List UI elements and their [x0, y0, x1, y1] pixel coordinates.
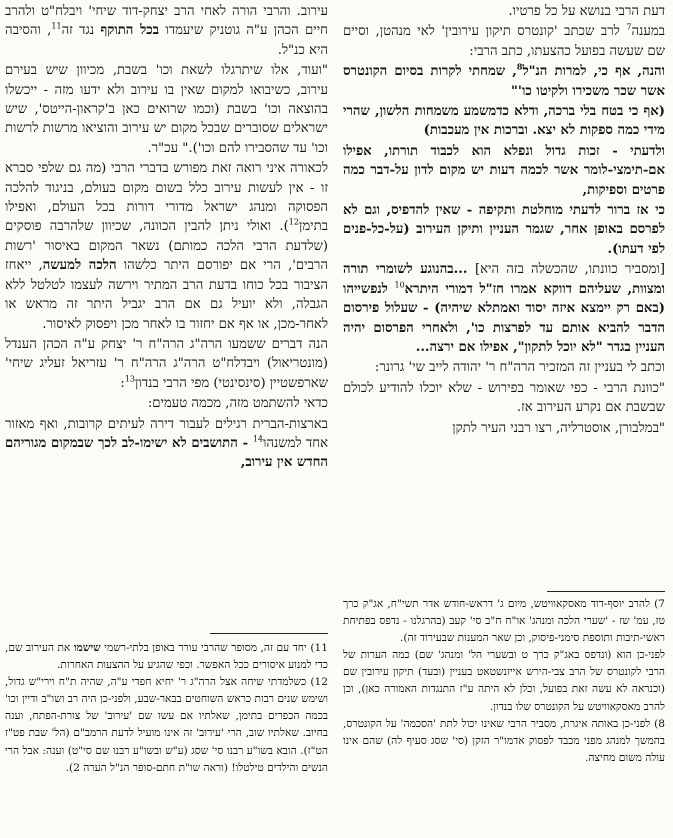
quote-paragraph: כי אז ברור לדעתי מוחלטת ותקיפה - שאין להדפיס, וגם לא לפרסם באופן אחר, שגמר העניין ותיקן העירוב (על-כל-פנים לפי דעתו).: [343, 203, 665, 257]
footnote-ref[interactable]: 10: [394, 280, 405, 290]
footnote-ref[interactable]: 8: [516, 61, 523, 72]
quote-paragraph: ולדעתי - זכות גדול ונפלא הוא לכבוד תורתו, אפילו אם-תימצי-לומר אשר לכמה דעות יש מקום לדון על-דבר כמה פרטים וספיקות,: [343, 143, 665, 198]
footnote: לפני-כן הוא (ונדפס באג"ק כרך ט ובשערי הל' ומנהג' שם) כמה הערות של הרבי לקונטרס של הרב צבי-הירש אייזנשטאט בעניין (ובעד) תיקון עירובין שם (וכנראה לא עשה זאת בפועל, וכלן לא היתה ע"ז התנגדות האמורה כאן), וכן להרב מאסקאוויטש על הקונטרס שלו בנדון.: [343, 649, 665, 713]
footnote-ref[interactable]: 11: [51, 22, 62, 32]
paragraph: כדאי להשתמט מזה, מכמה טעמים:: [147, 396, 328, 412]
footnote: 12) כשלמדתי שיחה אצל הרה"ג ר' יחיא חפדי ע"ה, שהיה ת"ח וירי"ש גדול, ושימש שנים רבות כראש השוחטים בבאר-שבע, ולפני-כן היה רב ושו"ב ודיין וכו' בכמה הכפרים בתימן, שאלתיו אם עשו שם 'עירוב' של צורת-הפתח, וענה בחיוב. שאלתיו שוב, הרי 'עירוב' זה אינו מועיל לדעת הרמב"ם (הל' שבת פט"ז הט"ז). הובא בשו"ע רבנו סי' שסג (ע"ש ובשו"ע רבנו שם סי"ט) וענה: אבל הרי הנשים והילדים טילטלו! (וראה שו"ת חתם-סופר הנ"ל הערה 2).: [5, 676, 328, 774]
footnote-ref[interactable]: 12: [288, 218, 299, 228]
left-column: [5, 2, 328, 474]
paragraph: במענה$^7$ לרב שכתב 'קונטרס תיקון עירובין' לאי מנהטן, וסיים שם שעשה בפועל כהצעתו, כתב הרבי:: [343, 23, 665, 59]
paragraph: עירוב. והרבי הורה לאחי הרב יצחק-דוד שיחי' ויבלח"ט ולהרב חיים הכהן ע"ה גוטניק שיעמדו בכל התוקף נגד זה$^{11}$, והסיבה היא כנ"ל.: [5, 4, 328, 58]
quote-paragraph: (אף כי בטח בלי ברכה, ודלא כדמשמע משמחות הלשון, שהרי מידי כמה ספקות לא יצא. וברכות אין מעכבות): [343, 104, 665, 139]
quote-paragraph: [ומסביר כוונתו, שהכשלה בזה היא] ...בהנוגע לשומרי תורה ומצוות, שעליהם דווקא אמרו חז"ל דמורי היתרא$^{10}$ לנפשייהו (באם רק יימצא איזה יסוד ואמתלא שיהיה) - שעלול פירסום הדבר להביא אותם עד לפרצות כו', ולאחרי הפרסום יהיה העניין בגדר "לא יוכל לתקון", אפילו אם ירצה...: [343, 262, 665, 355]
paragraph: וכתב לי בעניין זה המזכיר הרה"ח ר' יהודה לייב שי' גרונר:: [374, 360, 665, 376]
footnote-ref[interactable]: 14: [252, 434, 263, 444]
footnote: 7) להרב יוסף-דוד מאסקאוויטש, מיום ג' דראש-חודש אדר תשי"ח, אג"ק כרך טז, עמ' שז - 'שערי הלכה ומנהג' או"ח ח"ב סי' קעב (בהרגלנו - נדפס בפתיחת ראשי-תיבות ותוספת סימני-פיסוק, וכן שאר המענות שבעירוד זה).: [343, 598, 665, 645]
right-column: [343, 2, 665, 439]
footnote-ref[interactable]: 7: [626, 23, 632, 33]
footnote-divider: [210, 633, 328, 634]
paragraph: לכאורה איני רואה זאת מפורש בדברי הרבי (מה גם שלפי סברא זו - אין לעשות עירוב כלל בשום מקום בעולם, בניגוד להלכה הפסוקה ומנהג ישראל מדורי דורות בכל העולם, ואפילו בתימן$^{12}$). ואולי ניתן להבין הכוונה, שכיוון שלהרבה פוסקים (שלדעת הרבי הלכה כמותם) נשאר המקום באיסור 'רשות הרבים', הרי אם יפורסם היתר כלשהו הלכה למעשה, ייאחז הציבור בכל כוחו בדעת הרב המתיר וירשה לעצמו לטלטל ללא הגבלה, ולא יועיל גם אם הרב יגביל היתר זה מראש או לאחר-מכן, או אף אם יחזור בו לאחר מכן ויפסוק לאיסור.: [5, 161, 328, 332]
footnote-ref[interactable]: 13: [124, 374, 136, 384]
footnote-divider: [547, 591, 665, 592]
paragraph: דעת הרבי בנושא על כל פרטיו.: [508, 4, 665, 19]
paragraph: "כוונת הרבי - כפי שאומר בפירוש - שלא יוכלו להודיע לכולם שבשבת אם נקרע העירוב אז.: [343, 380, 665, 416]
footnote: 8) לפני-כן באותה איגרת, מסביר הרבי שאינו יכול לתת 'הסכמה' על הקונטרס, בהמשך למנהג מפני מכבד לפסוק אדמו"ר הזקן (סי' שסג סעיף לה) שהם אינו עולה משום מחיצה.: [343, 717, 665, 764]
footnote: 11) יחד עם זה, מסופר שהרבי עורר באופן בלתי-רשמי שישמו את העירוב שם, כדי למנוע איסורים ככל האפשר. וכפי שהגיע על ההצעות האחרות.: [5, 642, 328, 672]
quote-paragraph: והנה, אף כי, למרות הנ"ל$^8$, שמחתי לקרות בסיום הקונטרס אשר שכר משכירו ולקיטו כו'": [343, 61, 665, 99]
paragraph: "במלבורן, אוסטרליה, רצו רבני העיר לתקן: [452, 420, 665, 436]
footnotes-left: [5, 640, 328, 777]
paragraph: הנה דברים ששמעו הרה"ג הרה"ח ר' יצחק ע"ה הכהן הענדל (מונטריאול) ויבדלח"ט הרה"ג הרה"ח ר' עזריאל זעליג שיחי' שארפשטיין (סינסינטי) מפי הרבי בנדון$^{13}$:: [5, 336, 328, 391]
paragraph: "ועוד, אלו שיתרגלו לשאת וכו' בשבת, מכיוון שיש בעירם עירוב, כשיבואו למקום שאין בו עירוב ולא ידעו מזה - ייכשלו בהוצאה וכו' בשבת (וכמו שרואים כאן ב'קראון-הייטס', שיש ישראלים שסוברים שבכל מקום יש עירוב והוציאו מרשות לרשות וכו' עד שהסבירו להם וכו')." עכ"ר.: [5, 63, 328, 156]
footnotes-right: [343, 596, 665, 767]
paragraph: בארצות-הברית רגילים לעבור דירה לעיתים קרובות, ואף מאזור אחד למשנהו$^{14}$ - התושבים לא ישימו-לב לכך שבמקום מגוריהם החדש אין עירוב,: [5, 416, 328, 471]
